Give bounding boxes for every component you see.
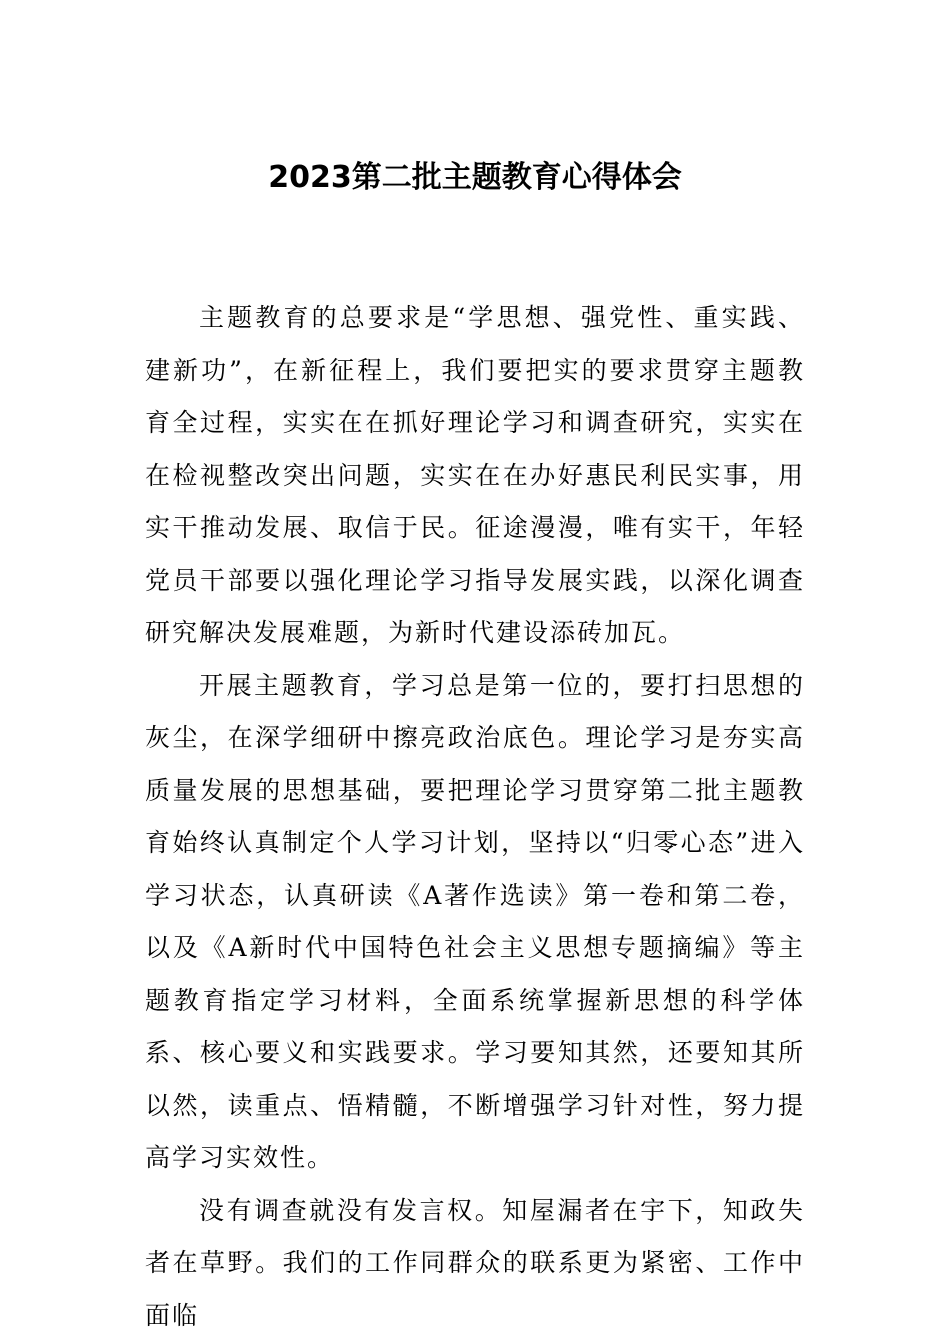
paragraph-3: 没有调查就没有发言权。知屋漏者在宇下，知政失者在草野。我们的工作同群众的联系更为紧密、工作中面临 [145,1195,805,1330]
document-title: 2023第二批主题教育心得体会 [268,160,682,195]
paragraph-1: 主题教育的总要求是“学思想、强党性、重实践、建新功”，在新征程上，我们要把实的要求贯穿主题教育全过程，实实在在抓好理论学习和调查研究，实实在在检视整改突出问题，实实在在办好惠民利民实事，用实干推动发展、取信于民。征途漫漫，唯有实干，年轻党员干部要以强化理论学习指导发展实践，以深化调查研究解决发展难题，为新时代建设添砖加瓦。 [145,303,805,647]
document-body [145,292,805,1342]
paragraph-2: 开展主题教育，学习总是第一位的，要打扫思想的灰尘，在深学细研中擦亮政治底色。理论学习是夯实高质量发展的思想基础，要把理论学习贯穿第二批主题教育始终认真制定个人学习计划，坚持以“归零心态”进入学习状态，认真研读《A著作选读》第一卷和第二卷，以及《A新时代中国特色社会主义思想专题摘编》等主题教育指定学习材料，全面系统掌握新思想的科学体系、核心要义和实践要求。学习要知其然，还要知其所以然，读重点、悟精髓，不断增强学习针对性，努力提高学习实效性。 [145,670,805,1172]
